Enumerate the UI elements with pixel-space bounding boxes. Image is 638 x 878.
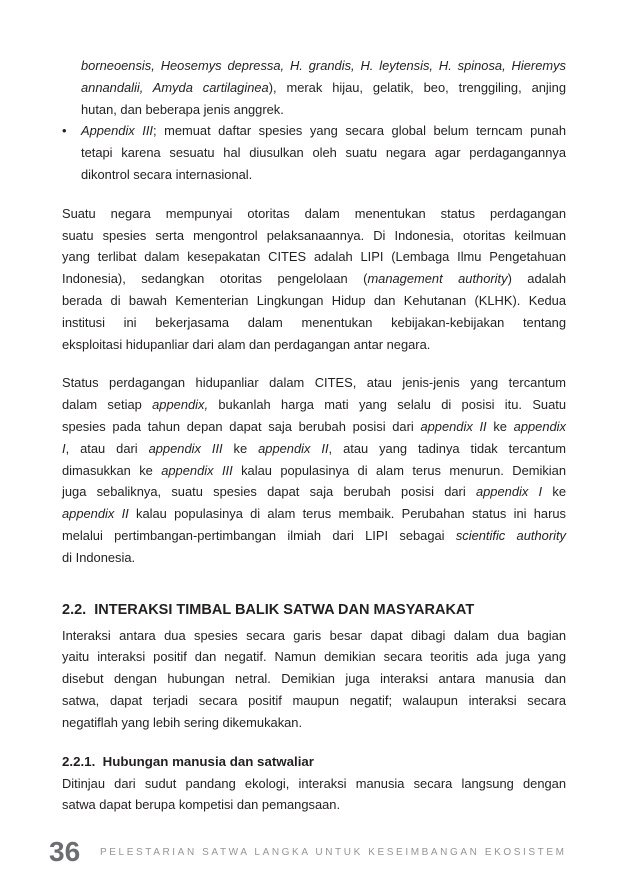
text-line [62,690,566,712]
text-line [62,599,566,621]
text-run: di Indonesia. [62,549,136,565]
text-run: bukanlah harga mati yang selalu di posisi itu. Suatu [208,397,567,413]
text-line [81,55,566,77]
italic-text: appendix II [420,418,487,434]
paragraph [62,773,566,817]
text-run: kalau populasinya di alam terus membaik. Perubahan status ini harus [128,506,566,522]
text-run: Interaksi antara dua spesies secara garis besar dapat dibagi dalam dua bagian [62,627,566,643]
text-line [62,290,566,312]
text-run: ke [222,440,259,456]
text-run: dalam setiap [62,397,153,413]
text-run: berada di bawah Kementerian Lingkungan Hidup dan Kehutanan (KLHK). Kedua [62,292,566,308]
text-line [62,268,566,290]
text-line [62,334,566,356]
italic-text: appendix [513,418,566,434]
text-line [62,246,566,268]
text-run: 2.2.1. Hubungan manusia dan satwaliar [62,753,314,769]
paragraph [62,625,566,734]
text-line [62,525,566,547]
italic-text: borneoensis, Heosemys depressa, H. grandis, H. leytensis, H. spinosa, Hieremys [81,58,566,73]
text-line [62,625,566,647]
italic-text: appendix, [152,397,209,413]
text-run: Indonesia), sedangkan otoritas pengelolaan ( [62,271,368,287]
italic-text: appendix III [161,462,233,478]
text-run: Suatu negara mempunyai otoritas dalam menentukan status perdagangan [62,205,566,221]
subsection-heading [62,751,566,773]
bullet-marker: • [62,123,67,139]
text-run: eksploitasi hidupanliar dari alam dan perdagangan antar negara. [62,336,431,352]
text-run: , atau yang tadinya tidak tercantum [328,440,566,456]
text-line [81,142,566,164]
text-line [62,416,566,438]
italic-text: annandalii, Amyda cartilaginea [81,79,269,95]
text-run: hutan, dan beberapa jenis anggrek. [81,101,284,117]
text-line [62,794,566,816]
text-run: dikontrol secara internasional. [81,166,253,182]
text-line [62,712,566,734]
text-run: ), merak hijau, gelatik, beo, trenggiling, anjing [268,79,566,95]
text-run: kalau populasinya di alam terus menurun. Demikian [232,462,566,478]
text-run: Ditinjau dari sudut pandang ekologi, interaksi manusia secara langsung dengan [62,775,566,791]
text-run: Status perdagangan hidupanliar dalam CITES, atau jenis-jenis yang tercantum [62,375,566,391]
text-run: ke [542,484,566,500]
text-line [62,394,566,416]
bullet-continuation [62,55,566,120]
text-run: yang terlibat dalam kesepakatan CITES adalah LIPI (Lembaga Ilmu Pengetahuan [62,249,566,265]
italic-text: management authority [367,271,508,287]
page-body [62,55,566,816]
page-number: 36 [49,836,81,867]
text-line [81,164,566,186]
italic-text: appendix I [475,484,543,500]
text-line [81,99,566,121]
running-title: PELESTARIAN SATWA LANGKA UNTUK KESEIMBANGAN EKOSISTEM [100,847,567,858]
text-run: tetapi karena sesuatu hal diusulkan oleh suatu negara agar perdagangannya [81,145,566,161]
italic-text: scientific authority [455,527,566,543]
italic-text: Appendix III [81,123,154,139]
text-line [62,751,566,773]
text-line [62,460,566,482]
text-run: melalui pertimbangan-pertimbangan ilmiah dari LIPI sebagai [62,527,456,543]
text-run: yaitu interaksi positif dan negatif. Namun demikian secara teoritis ada juga yang [62,649,566,665]
text-run: disebut dengan hubungan netral. Demikian juga interaksi antara manusia dan [62,671,566,687]
text-run: satwa dapat berupa kompetisi dan pemangsaan. [62,797,341,813]
italic-text: appendix III [148,440,223,456]
text-line [62,503,566,525]
text-line [81,120,566,142]
text-run: 2.2. INTERAKSI TIMBAL BALIK SATWA DAN MASYARAKAT [62,601,475,618]
text-run: juga sebaliknya, suatu spesies dapat saja berubah posisi dari [62,484,476,500]
bullet-item [62,120,566,185]
text-line [62,646,566,668]
text-line [62,438,566,460]
text-run: ) adalah [507,271,567,287]
text-run: spesies pada tahun depan dapat saja berubah posisi dari [62,418,421,434]
paragraph [62,203,566,356]
text-line [81,77,566,99]
section-heading [62,599,566,621]
italic-text: appendix II [62,506,129,522]
text-line [62,203,566,225]
text-line [62,225,566,247]
italic-text: I [62,440,66,456]
text-line [62,372,566,394]
paragraph [62,372,566,568]
text-run: ; memuat daftar spesies yang secara global belum terncam punah [153,123,566,139]
text-run: suatu spesies serta mengontrol pelaksanaannya. Di Indonesia, otoritas keilmuan [62,227,566,243]
text-line [62,773,566,795]
text-run: satwa, dapat terjadi secara positif maupun negatif; walaupun interaksi secara [62,692,566,708]
text-run: dimasukkan ke [62,462,162,478]
text-run: ke [486,418,514,434]
text-line [62,312,566,334]
text-run: negatiflah yang lebih sering dikemukakan. [62,714,303,730]
text-run: institusi ini bekerjasama dalam menentukan kebijakan-kebijakan tentang [62,314,566,330]
text-line [62,481,566,503]
text-run: , atau dari [65,440,149,456]
text-line [62,547,566,569]
italic-text: appendix II [258,440,329,456]
text-line [62,668,566,690]
